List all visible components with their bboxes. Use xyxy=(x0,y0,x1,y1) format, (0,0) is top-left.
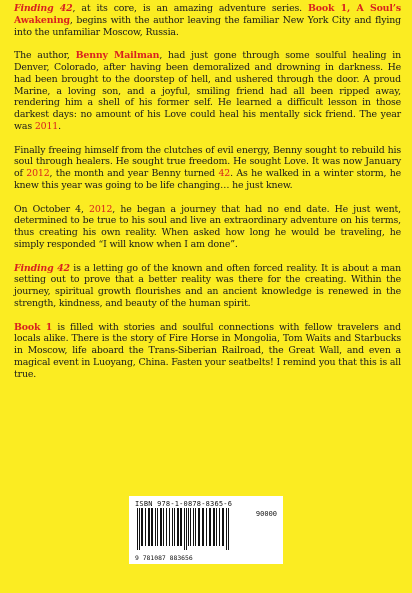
paragraph-letting-go xyxy=(14,263,401,310)
barcode-bar xyxy=(145,508,146,546)
barcode-bar xyxy=(188,508,189,546)
text-segment: is filled with stories and soulful connections with fellow travelers and locals alike. There is the story of Fire Horse in Mongolia, Tom Waits and Starbucks in Moscow, life aboard the Trans-Siberian Railroad, the Great Wall, and even a magical event in Luoyang, China. Fasten your seatbelts! I remind you that this is all true. xyxy=(14,321,401,380)
barcode-guard xyxy=(184,508,185,550)
text-segment: , begins with the author leaving the familiar New York City and flying into the unfamiliar Moscow, Russia. xyxy=(14,14,401,38)
barcode-bar xyxy=(166,508,167,546)
text-segment: 42 xyxy=(218,168,231,179)
barcode-bar xyxy=(202,508,204,546)
barcode-digits: 9 781087 883656 xyxy=(135,554,193,562)
price-code: 90000 xyxy=(255,510,277,518)
paragraph-author xyxy=(14,50,401,132)
text-segment: , he began a journey that had no end date. He just went, determined to be true to his soul and live an extraordinary adventure on his terms, thus creating his own reality. When asked how long he would be traveling, he simply responded “I will know when I am done”. xyxy=(14,203,402,250)
barcode-bar xyxy=(180,508,182,546)
barcode-bar xyxy=(216,508,217,546)
barcode-bar xyxy=(151,508,153,546)
barcode-bar xyxy=(219,508,220,546)
barcode-bar xyxy=(213,508,215,546)
barcode-bar xyxy=(157,508,158,546)
barcode-guard xyxy=(139,508,140,550)
text-segment: 2011 xyxy=(34,120,59,132)
paragraph-freeing xyxy=(14,145,401,192)
paragraph-journey xyxy=(14,204,401,251)
barcode-guard xyxy=(137,508,138,550)
text-segment: is a letting go of the known and often forced reality. It is about a man setting out to prove that a better reality was there for the creating. Within the journey, spiritual growth flourishes and an ancient knowledge is renewed in the strength, kindness, and beauty of the human spirit. xyxy=(14,262,401,309)
text-segment: , the month and year Benny turned xyxy=(49,168,219,179)
text-segment: Finding 42 xyxy=(14,262,70,274)
text-segment: Book 1 xyxy=(14,321,53,333)
paragraph-book1 xyxy=(14,322,401,381)
barcode-bar xyxy=(148,508,150,546)
text-segment: . xyxy=(58,120,61,132)
barcode-bar xyxy=(155,508,156,546)
barcode-guard xyxy=(226,508,227,550)
barcode-bar xyxy=(206,508,207,546)
text-segment: The author, xyxy=(14,50,76,62)
barcode-bar xyxy=(190,508,191,546)
text-segment: 2012 xyxy=(26,168,50,179)
barcode-guard xyxy=(186,508,187,550)
isbn-label: ISBN 978-1-0878-8365-6 xyxy=(135,500,233,508)
text-segment: Book 1, A Soul’s Awakening xyxy=(14,3,401,26)
barcode-bar xyxy=(172,508,173,546)
barcode-bar xyxy=(193,508,194,546)
barcode-bar xyxy=(198,508,200,546)
barcode-bar xyxy=(163,508,164,546)
isbn-barcode xyxy=(129,496,283,564)
text-segment: Finally freeing himself from the clutches of evil energy, Benny sought to rebuild his soul through healers. He sought true freedom. He sought Love. It was now January of xyxy=(14,144,401,179)
barcode-bar xyxy=(195,508,196,546)
barcode-bar xyxy=(174,508,175,546)
text-segment: Benny Mailman xyxy=(75,50,160,62)
text-segment: 2012 xyxy=(89,203,113,215)
blurb-text xyxy=(14,3,401,380)
barcode-guard xyxy=(228,508,229,550)
barcode-bar xyxy=(222,508,224,546)
barcode-bar xyxy=(209,508,211,546)
barcode-bar xyxy=(169,508,170,546)
barcode-bar xyxy=(160,508,162,546)
paragraph-intro xyxy=(14,3,401,38)
barcode-bar xyxy=(177,508,179,546)
text-segment: . As he walked in a winter storm, he knew this year was going to be life changing… he just knew. xyxy=(14,168,401,191)
barcode-bar xyxy=(141,508,143,546)
text-segment: On October 4, xyxy=(14,203,90,215)
text-segment: , had just gone through some soulful healing in Denver, Colorado, after having been demoralized and drowning in darkness. He had been brought to the doorstep of hell, and ushered through the door. A proud Marine, a loving son, and a joyful, smiling friend had all been ripped away, rendering him a shell of his former self. He learned a difficult lesson in those darkest days: no amount of his Love could heal his mentally sick friend. The year was xyxy=(14,50,401,132)
text-segment: Finding 42 xyxy=(14,3,73,14)
text-segment: , at its core, is an amazing adventure series. xyxy=(72,3,309,14)
